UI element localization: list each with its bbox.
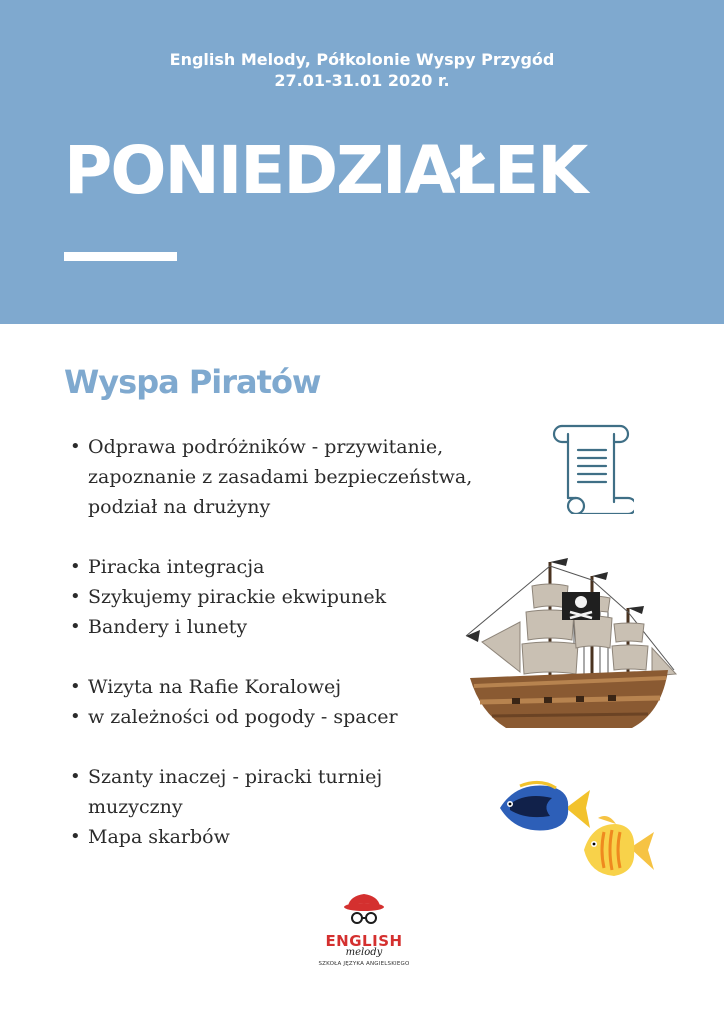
logo-name: ENGLISH	[325, 932, 403, 950]
english-melody-logo	[316, 892, 412, 967]
activity-line: • Szykujemy pirackie ekwipunek	[88, 586, 387, 608]
camp-title: English Melody, Półkolonie Wyspy Przygód	[169, 50, 555, 69]
activity-item	[64, 552, 484, 582]
logo-script: melody	[345, 947, 383, 958]
day-title: PONIEDZIAŁEK	[64, 132, 587, 209]
camp-dates: 27.01-31.01 2020 r.	[274, 71, 450, 90]
activity-item	[64, 822, 484, 852]
activity-item	[64, 582, 484, 612]
section-heading: Wyspa Piratów	[64, 363, 321, 401]
activity-item	[64, 762, 484, 822]
activity-line: • Szanty inaczej - piracki turniej	[88, 766, 383, 788]
hat-glasses-logo-icon	[342, 892, 386, 928]
activity-line: podział na drużyny	[88, 496, 271, 518]
activity-item	[64, 612, 484, 642]
activity-line: • Bandery i lunety	[88, 616, 248, 638]
scroll-icon	[548, 422, 634, 514]
activity-line: • Mapa skarbów	[88, 826, 230, 848]
header-banner	[0, 0, 724, 324]
activity-line: • Wizyta na Rafie Koralowej	[88, 676, 342, 698]
logo-subtitle: SZKOŁA JĘZYKA ANGIELSKIEGO	[318, 961, 410, 967]
activity-line: • Odprawa podróżników - przywitanie,	[88, 436, 444, 458]
activity-item	[64, 672, 484, 702]
activity-line: • Piracka integracja	[88, 556, 265, 578]
activity-item	[64, 702, 484, 732]
yellow-fish-icon	[580, 812, 656, 886]
activity-item	[64, 432, 484, 522]
blue-tang-fish-icon	[496, 780, 592, 836]
activity-line: zapoznanie z zasadami bezpieczeństwa,	[88, 466, 473, 488]
activity-line: • w zależności od pogody - spacer	[88, 706, 398, 728]
title-underline	[64, 252, 177, 261]
activity-list	[64, 432, 484, 852]
pirate-ship-icon	[462, 552, 680, 742]
activity-line: muzyczny	[88, 796, 183, 818]
